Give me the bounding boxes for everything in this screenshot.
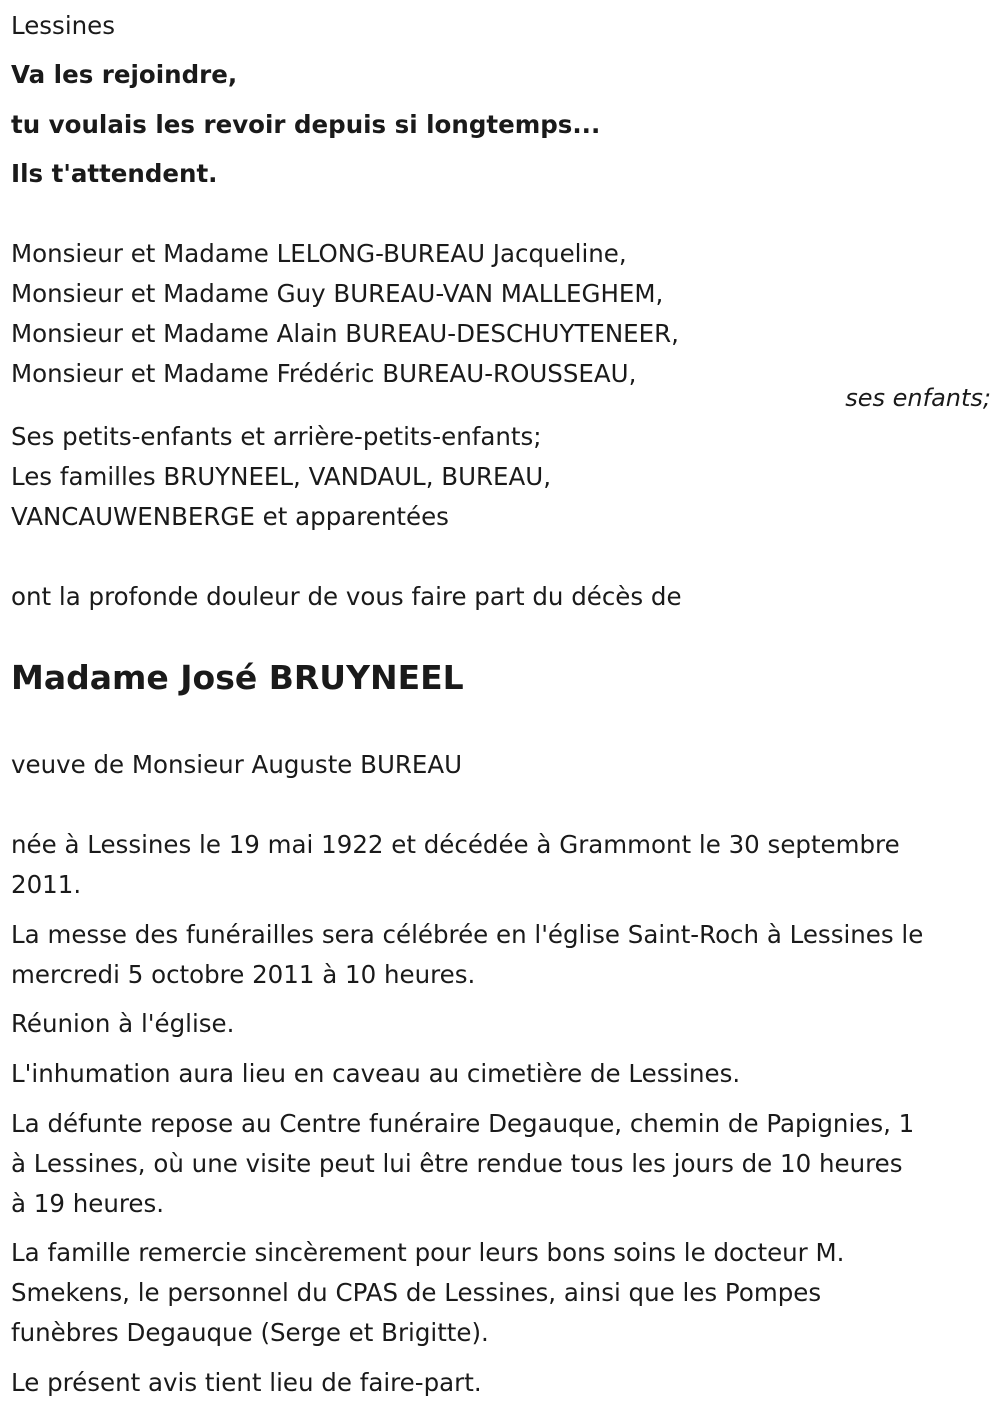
widow-of: veuve de Monsieur Auguste BUREAU <box>11 750 463 779</box>
meeting: Réunion à l'église. <box>11 1009 235 1038</box>
burial: L'inhumation aura lieu en caveau au cimetière de Lessines. <box>11 1059 741 1088</box>
thanks-line-3: funèbres Degauque (Serge et Brigitte). <box>11 1318 489 1347</box>
thanks-line-2: Smekens, le personnel du CPAS de Lessines, ainsi que les Pompes <box>11 1278 822 1307</box>
poem-line-1: Va les rejoindre, <box>11 60 238 89</box>
poem-line-2: tu voulais les revoir depuis si longtemps... <box>11 110 601 139</box>
children-label: ses enfants; <box>845 384 991 412</box>
child-line-4: Monsieur et Madame Frédéric BUREAU-ROUSSEAU, <box>11 359 637 388</box>
closing: Le présent avis tient lieu de faire-part. <box>11 1368 482 1397</box>
repose-line-2: à Lessines, où une visite peut lui être rendue tous les jours de 10 heures <box>11 1149 903 1178</box>
birth-death-line-2: 2011. <box>11 870 82 899</box>
place-heading: Lessines <box>11 11 115 40</box>
child-line-2: Monsieur et Madame Guy BUREAU-VAN MALLEGHEM, <box>11 279 664 308</box>
repose-line-1: La défunte repose au Centre funéraire Degauque, chemin de Papignies, 1 <box>11 1109 915 1138</box>
poem-line-3: Ils t'attendent. <box>11 159 218 188</box>
child-line-3: Monsieur et Madame Alain BUREAU-DESCHUYTENEER, <box>11 319 679 348</box>
repose-line-3: à 19 heures. <box>11 1189 165 1218</box>
family-line-2: Les familles BRUYNEEL, VANDAUL, BUREAU, <box>11 462 551 491</box>
birth-death-line-1: née à Lessines le 19 mai 1922 et décédée à Grammont le 30 septembre <box>11 830 900 859</box>
family-line-3: VANCAUWENBERGE et apparentées <box>11 502 449 531</box>
mass-line-1: La messe des funérailles sera célébrée en l'église Saint-Roch à Lessines le <box>11 920 924 949</box>
family-line-1: Ses petits-enfants et arrière-petits-enfants; <box>11 422 542 451</box>
deceased-name: Madame José BRUYNEEL <box>11 658 464 697</box>
thanks-line-1: La famille remercie sincèrement pour leurs bons soins le docteur M. <box>11 1238 845 1267</box>
child-line-1: Monsieur et Madame LELONG-BUREAU Jacqueline, <box>11 239 627 268</box>
announcement: ont la profonde douleur de vous faire part du décès de <box>11 582 682 611</box>
mass-line-2: mercredi 5 octobre 2011 à 10 heures. <box>11 960 476 989</box>
